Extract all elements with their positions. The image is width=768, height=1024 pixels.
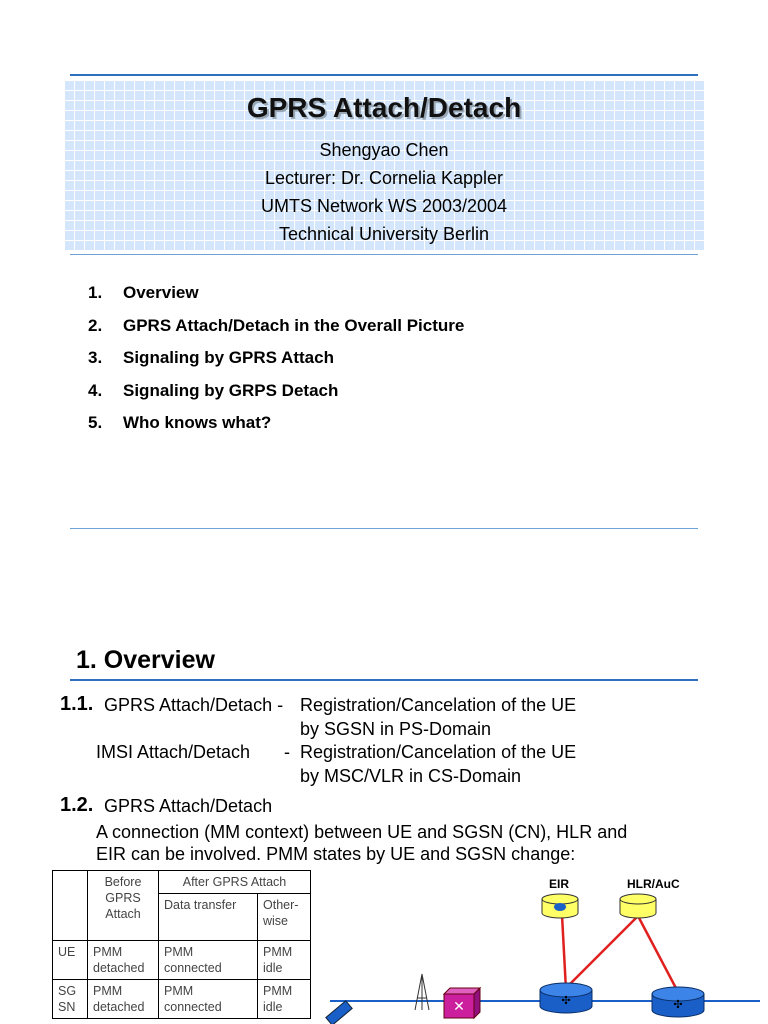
course: UMTS Network WS 2003/2004 bbox=[260, 196, 508, 216]
s12-title: GPRS Attach/Detach bbox=[104, 796, 273, 816]
eir-label: EIR bbox=[549, 877, 570, 891]
toc-item: 4. Signaling by GRPS Detach bbox=[88, 381, 339, 400]
header-before: Before GPRS Attach bbox=[88, 871, 159, 941]
link-ggsn-hlr bbox=[638, 916, 678, 992]
s11-def4: by MSC/VLR in CS-Domain bbox=[300, 766, 522, 786]
header-after: After GPRS Attach bbox=[159, 871, 311, 894]
s11-def2: by SGSN in PS-Domain bbox=[300, 719, 492, 739]
svg-text:✕: ✕ bbox=[453, 999, 465, 1015]
eir-database-icon bbox=[542, 894, 578, 918]
toc-item: 3. Signaling by GPRS Attach bbox=[88, 348, 334, 367]
title-bottom-rule bbox=[70, 254, 698, 255]
slide-divider bbox=[70, 528, 698, 529]
table-row: UE PMM detached PMM connected PMM idle bbox=[53, 941, 311, 980]
hlr-label: HLR/AuC bbox=[627, 877, 680, 891]
svg-text:✣: ✣ bbox=[561, 994, 571, 1007]
lecturer: Lecturer: Dr. Cornelia Kappler bbox=[264, 168, 504, 188]
network-diagram bbox=[320, 880, 760, 1024]
section-rule bbox=[70, 679, 698, 681]
pmm-state-table bbox=[52, 870, 311, 1019]
s12-text2: EIR can be involved. PMM states by UE and SGSN change: bbox=[96, 844, 576, 864]
sgsn-router-icon bbox=[540, 983, 592, 1013]
s11-number: 1.1. bbox=[60, 693, 94, 715]
table-row: SG SN PMM detached PMM connected PMM idle bbox=[53, 980, 311, 1019]
s11-dash2: - bbox=[284, 742, 290, 762]
hlr-database-icon bbox=[620, 894, 656, 918]
link-sgsn-hlr bbox=[566, 916, 638, 988]
s11-def3: Registration/Cancelation of the UE bbox=[300, 742, 577, 762]
s11-term: GPRS Attach/Detach - bbox=[104, 695, 284, 715]
mobile-phone-icon bbox=[326, 1001, 352, 1024]
svg-text:✣: ✣ bbox=[673, 998, 683, 1011]
ggsn-router-icon bbox=[652, 987, 704, 1017]
header-data-transfer: Data transfer bbox=[159, 894, 258, 941]
toc-item: 2. GPRS Attach/Detach in the Overall Picture bbox=[88, 316, 465, 335]
s11-term2: IMSI Attach/Detach bbox=[96, 742, 251, 762]
author: Shengyao Chen bbox=[319, 140, 449, 160]
s11-def1: Registration/Cancelation of the UE bbox=[300, 695, 577, 715]
toc-item: 1. Overview bbox=[88, 283, 199, 302]
section-heading: 1. Overview bbox=[76, 646, 215, 674]
table-corner-cell bbox=[53, 871, 88, 941]
header-otherwise: Other-wise bbox=[258, 894, 311, 941]
top-rule bbox=[70, 74, 698, 76]
antenna-tower-icon bbox=[415, 974, 429, 1010]
link-sgsn-eir bbox=[562, 915, 566, 990]
university: Technical University Berlin bbox=[278, 224, 490, 244]
toc-item: 5. Who knows what? bbox=[88, 413, 272, 432]
slide-title: GPRS Attach/Detach bbox=[246, 92, 522, 123]
s12-text1: A connection (MM context) between UE and SGSN (CN), HLR and bbox=[96, 822, 628, 842]
s12-number: 1.2. bbox=[60, 794, 94, 816]
rnc-switch-icon bbox=[444, 988, 480, 1018]
